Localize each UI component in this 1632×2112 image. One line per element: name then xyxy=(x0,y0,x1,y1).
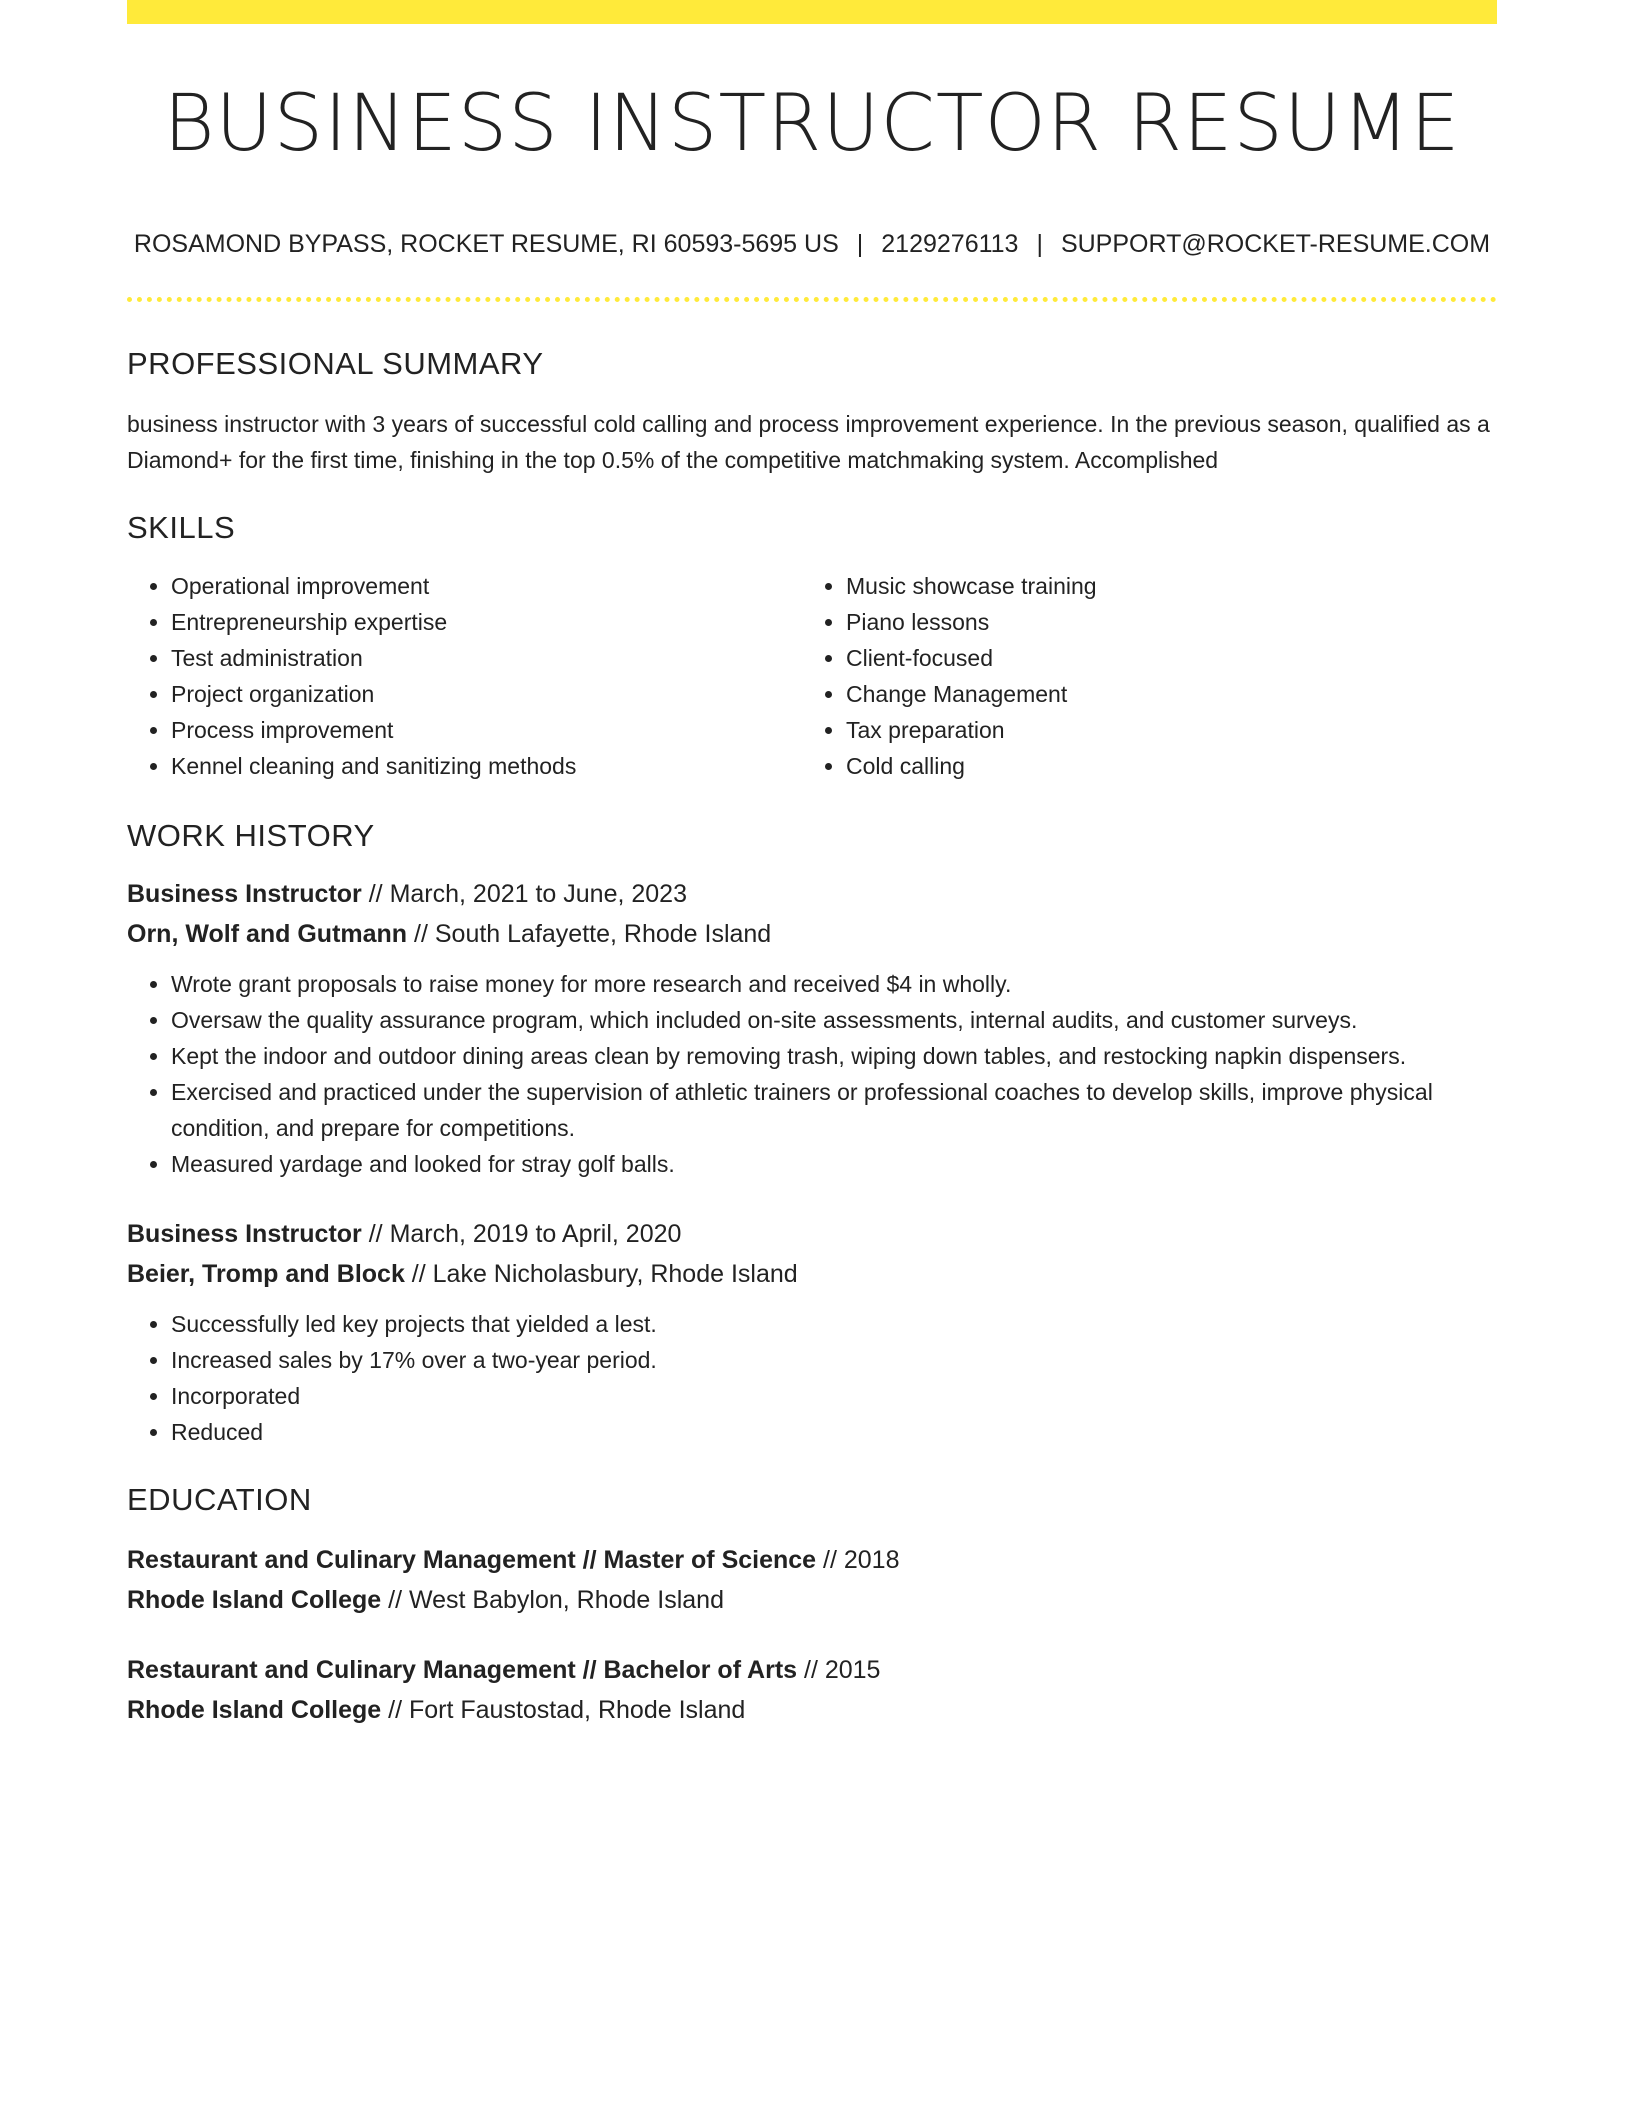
skill-item: • Entrepreneurship expertise xyxy=(171,604,802,640)
job-location: // South Lafayette, Rhode Island xyxy=(407,919,772,948)
skill-item: • Piano lessons xyxy=(846,604,1446,640)
job-entry xyxy=(127,874,1497,1182)
skill-item: • Change Management xyxy=(846,676,1446,712)
job-bullet: • Exercised and practiced under the supervision of athletic trainers or professional coaches to develop skills, improve physical condition, and prepare for competitions. xyxy=(171,1074,1497,1146)
summary-text: business instructor with 3 years of successful cold calling and process improvement experience. In the previous season, qualified as a Diamond+ for the first time, finishing in the top 0.5% of the competitive matchmaking system. Accomplished xyxy=(127,410,1490,473)
education-degree: Restaurant and Culinary Management // Bachelor of Arts xyxy=(127,1655,798,1684)
education-degree-line xyxy=(127,1540,1497,1580)
resume-title: BUSINESS INSTRUCTOR RESUME xyxy=(163,79,1461,169)
education-year: // 2018 xyxy=(816,1545,900,1574)
skills-list xyxy=(127,568,1497,784)
accent-bar xyxy=(127,0,1497,24)
job-bullet: • Measured yardage and looked for stray golf balls. xyxy=(171,1146,1497,1182)
job-position-line xyxy=(127,1214,1497,1254)
job-position: Business Instructor xyxy=(127,1219,362,1248)
skill-item: • Project organization xyxy=(171,676,802,712)
job-bullet: • Wrote grant proposals to raise money for more research and received $4 in wholly. xyxy=(171,966,1497,1002)
job-bullet: • Reduced xyxy=(171,1414,1497,1450)
email: SUPPORT@ROCKET-RESUME.COM xyxy=(1060,229,1491,258)
job-bullets xyxy=(127,966,1497,1182)
skill-item: • Operational improvement xyxy=(171,568,802,604)
work-history-heading: WORK HISTORY xyxy=(127,817,375,853)
job-company: Orn, Wolf and Gutmann xyxy=(127,919,408,948)
job-company-line xyxy=(127,1254,1497,1294)
contact-line xyxy=(127,230,1497,259)
job-position: Business Instructor xyxy=(127,879,362,908)
summary-heading: PROFESSIONAL SUMMARY xyxy=(127,345,544,381)
job-position-line xyxy=(127,874,1497,914)
separator: | xyxy=(856,229,864,258)
job-bullet: • Successfully led key projects that yielded a lest. xyxy=(171,1306,1497,1342)
job-entry xyxy=(127,1214,1497,1450)
phone: 2129276113 xyxy=(881,229,1019,258)
skill-item: • Music showcase training xyxy=(846,568,1446,604)
education-school: Rhode Island College xyxy=(127,1585,382,1614)
job-company: Beier, Tromp and Block xyxy=(127,1259,405,1288)
skill-item: • Kennel cleaning and sanitizing methods xyxy=(171,748,802,784)
education-degree-line xyxy=(127,1650,1497,1690)
skills-column-right xyxy=(802,568,1446,784)
job-dates: // March, 2021 to June, 2023 xyxy=(361,879,687,908)
job-company-line xyxy=(127,914,1497,954)
job-bullet: • Increased sales by 17% over a two-year period. xyxy=(171,1342,1497,1378)
dotted-divider xyxy=(127,297,1497,302)
skills-heading: SKILLS xyxy=(127,509,236,545)
address: ROSAMOND BYPASS, ROCKET RESUME, RI 60593-5695 US xyxy=(133,229,839,258)
skill-item: • Cold calling xyxy=(846,748,1446,784)
job-bullet: • Kept the indoor and outdoor dining areas clean by removing trash, wiping down tables, and restocking napkin dispensers. xyxy=(171,1038,1497,1074)
skill-item: • Client-focused xyxy=(846,640,1446,676)
skills-column-left xyxy=(127,568,802,784)
education-year: // 2015 xyxy=(797,1655,881,1684)
skill-item: • Process improvement xyxy=(171,712,802,748)
education-degree: Restaurant and Culinary Management // Master of Science xyxy=(127,1545,817,1574)
job-dates: // March, 2019 to April, 2020 xyxy=(361,1219,682,1248)
education-school-line xyxy=(127,1690,1497,1730)
education-heading: EDUCATION xyxy=(127,1481,312,1517)
job-location: // Lake Nicholasbury, Rhode Island xyxy=(404,1259,798,1288)
skill-item: • Test administration xyxy=(171,640,802,676)
education-entry xyxy=(127,1540,1497,1620)
resume-page xyxy=(127,0,1497,1730)
education-entry xyxy=(127,1650,1497,1730)
education-school: Rhode Island College xyxy=(127,1695,382,1724)
job-bullets xyxy=(127,1306,1497,1450)
job-bullet: • Oversaw the quality assurance program, which included on-site assessments, internal audits, and customer surveys. xyxy=(171,1002,1497,1038)
separator: | xyxy=(1036,229,1043,258)
skill-item: • Tax preparation xyxy=(846,712,1446,748)
job-bullet: • Incorporated xyxy=(171,1378,1497,1414)
education-school-line xyxy=(127,1580,1497,1620)
education-location: // Fort Faustostad, Rhode Island xyxy=(381,1695,746,1724)
education-location: // West Babylon, Rhode Island xyxy=(381,1585,724,1614)
